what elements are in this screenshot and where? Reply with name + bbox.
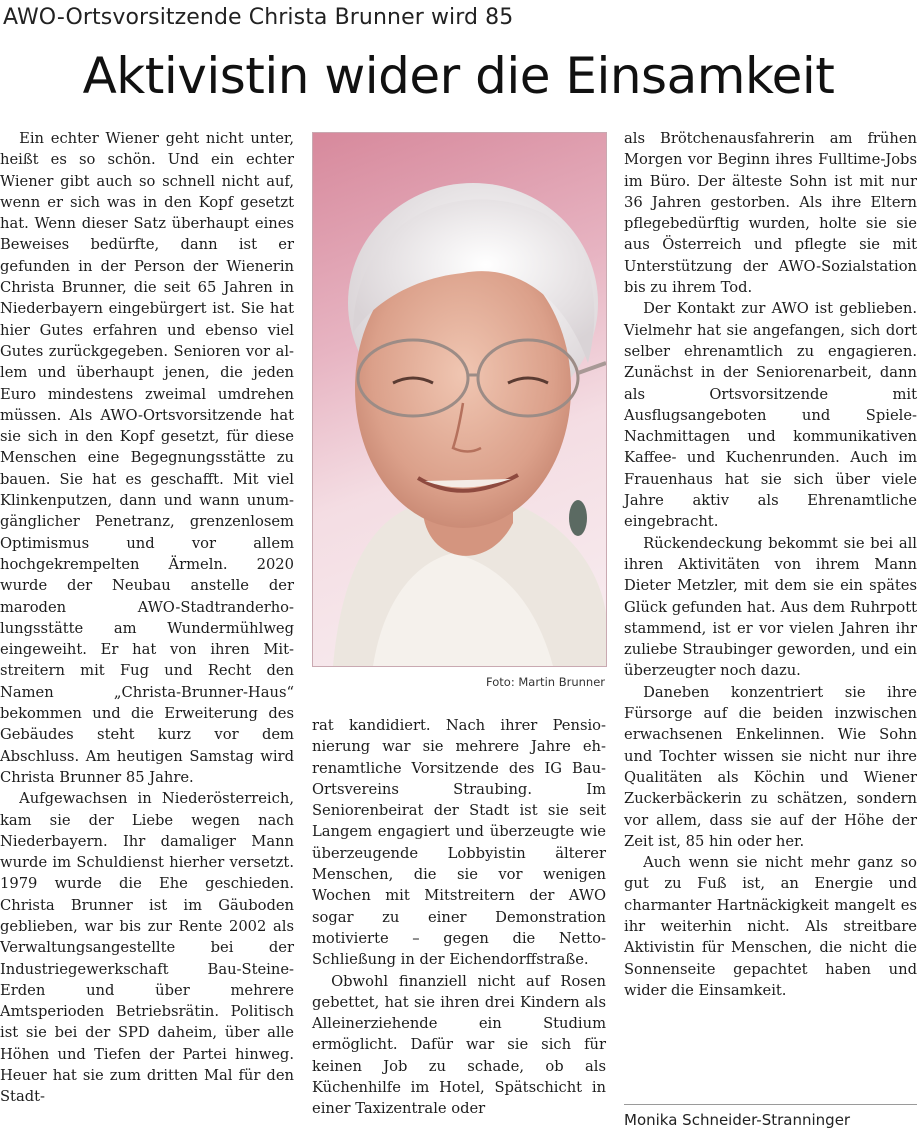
paragraph: Rückendeckung bekommt sie bei all ihren Aktivitäten von ihrem Mann Dieter Metzler, mit dem sie ein spätes Glück gefunden hat. Aus dem Ruhrpott stammend, ist er vor vielen Jahren ihr zuliebe Straubinger geworden, und ein überzeugter noch dazu. (624, 534, 917, 680)
article-column-2 (312, 715, 606, 1120)
paragraph: Ein echter Wiener geht nicht unter, heißt es so schön. Und ein echter Wiener gibt auch so schnell nicht auf, wenn er sich was in den Kopf gesetzt hat. Wenn dieser Satz überhaupt eines Beweises bedürfte, dann ist er gefunden in der Person der Wienerin Christa Brunner, die seit 65 Jahren in Niederbayern eingebürgert ist. Sie hat hier Gutes erfahren und ebenso viel Gutes zurückgegeben. Senioren vor allem und überhaupt jenen, die jeden Euro mindestens zweimal umdrehen müssen. Als AWO-Ortsvorsitzende hat sie sich in den Kopf gesetzt, für diese Menschen eine Begegnungsstätte zu bauen. Sie hat es geschafft. Mit viel Klinkenputzen, dann und wann unumgänglicher Penetranz, grenzenlosem Optimismus und vor allem hochgekrempelten Ärmeln. 2020 wurde der Neubau anstelle der maroden AWO-Stadtranderholungsstätte am Wundermühlweg eingeweiht. Er hat von ihren Mitstreitern mit Fug und Recht den Namen „Christa-Brunner-Haus“ bekommen und die Erweiterung des Gebäudes steht kurz vor dem Abschluss. Am heutigen Samstag wird Christa Brunner 85 Jahre. (0, 130, 294, 786)
portrait-photo (312, 132, 607, 667)
kicker-line: AWO-Ortsvorsitzende Christa Brunner wird 85 (3, 5, 514, 30)
author-signature: Monika Schneider-Stranninger (624, 1111, 851, 1129)
article-column-3 (624, 128, 917, 1001)
paragraph: Daneben konzentriert sie ihre Fürsorge auf die beiden inzwischen erwachsenen Enkelinnen. Wie Sohn und Tochter wissen sie nicht nur ihre Qualitäten als Köchin und Wiener Zuckerbäckerin zu schätzen, sondern vor allem, dass sie auf der Höhe der Zeit ist, 85 hin oder her. (624, 683, 917, 850)
paragraph: rat kandidiert. Nach ihrer Pensionierung war sie mehrere Jahre ehrenamtliche Vorsitzende des IG Bau-Ortsvereins Straubing. Im Seniorenbeirat der Stadt ist sie seit Langem engagiert und überzeugte wie überzeugende Lobbyistin älterer Menschen, die sie vor wenigen Wochen mit Mitstreitern der AWO sogar zu einer Demonstration motivierte – gegen die Netto-Schließung in der Eichendorffstraße. (312, 717, 606, 969)
paragraph: Auch wenn sie nicht mehr ganz so gut zu Fuß ist, an Energie und charmanter Hartnäckigkeit mangelt es ihr weiterhin nicht. Als streitbare Aktivistin für Menschen, die nicht die Sonnenseite gepachtet haben und wider die Einsamkeit. (624, 854, 917, 999)
photo-caption: Foto: Martin Brunner (486, 675, 605, 689)
paragraph: Aufgewachsen in Niederösterreich, kam sie der Liebe wegen nach Niederbayern. Ihr damaliger Mann wurde im Schuldienst hierher versetzt. 1979 wurde die Ehe geschieden. Christa Brunner ist im Gäuboden geblieben, war bis zur Rente 2002 als Verwaltungsangestellte bei der Industriegewerkschaft Bau-Steine-Erden und über mehrere Amtsperioden Betriebsrätin. Politisch ist sie bei der SPD daheim, über alle Höhen und Tiefen der Partei hinweg. Heuer hat sie zum dritten Mal für den Stadt- (0, 790, 294, 1106)
portrait-illustration (313, 133, 606, 666)
article-column-1 (0, 128, 294, 1108)
headline: Aktivistin wider die Einsamkeit (82, 47, 835, 105)
paragraph: Der Kontakt zur AWO ist geblieben. Vielmehr hat sie angefangen, sich dort selber ehrenamtlich zu engagieren. Zunächst in der Seniorenarbeit, dann als Ortsvorsitzende mit Ausflugsangeboten und Spiele-Nachmittagen und kommunikativen Kaffee- und Kuchenrunden. Auch im Frauenhaus hat sie sich über viele Jahre aktiv als Ehrenamtliche eingebracht. (624, 300, 917, 531)
signature-divider (624, 1104, 917, 1105)
paragraph: Obwohl finanziell nicht auf Rosen gebettet, hat sie ihren drei Kindern als Alleinerziehende ein Studium ermöglicht. Dafür war sie sich für keinen Job zu schade, ob als Küchenhilfe im Hotel, Spätschicht in einer Taxizentrale oder (312, 972, 606, 1118)
paragraph: als Brötchenausfahrerin am frühen Morgen vor Beginn ihres Fulltime-Jobs im Büro. Der älteste Sohn ist mit nur 36 Jahren gestorben. Als ihre Eltern pflegebedürftig wurden, holte sie sie aus Österreich und pflegte sie mit Unterstützung der AWO-Sozialstation bis zu ihrem Tod. (624, 130, 917, 297)
